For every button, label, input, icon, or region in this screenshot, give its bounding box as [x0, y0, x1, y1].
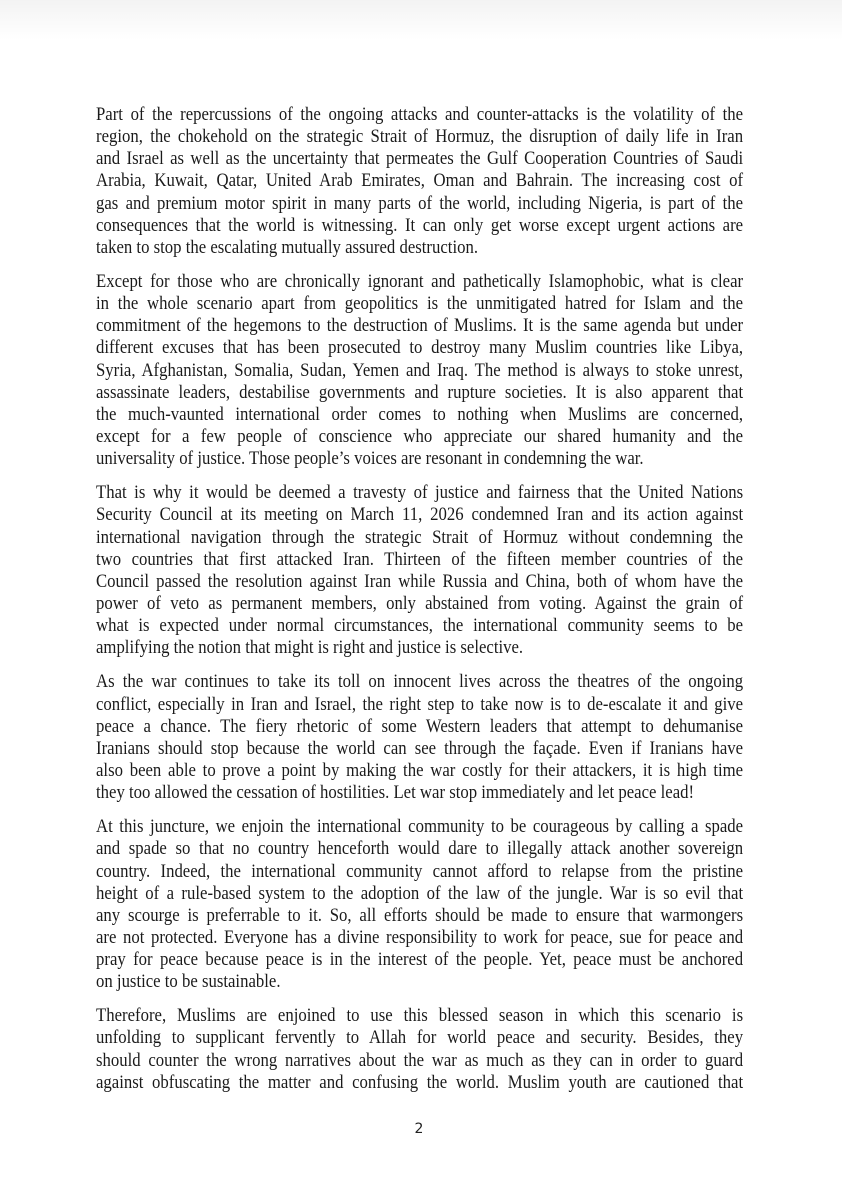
text-line: region, the chokehold on the strategic Strait of Hormuz, the disruption of daily life in Iran — [96, 126, 744, 148]
text-line: the much-vaunted international order comes to nothing when Muslims are concerned, — [96, 403, 744, 425]
text-line: Council passed the resolution against Iran while Russia and China, both of whom have the — [96, 570, 744, 592]
text-line: and Israel as well as the uncertainty that permeates the Gulf Cooperation Countries of Saudi — [96, 148, 744, 170]
text-line: they too allowed the cessation of hostilities. Let war stop immediately and let peace lead! — [96, 782, 695, 804]
text-line: At this juncture, we enjoin the international community to be courageous by calling a spade — [96, 816, 744, 838]
text-line: should counter the wrong narratives about the war as much as they can in order to guard — [96, 1049, 744, 1071]
text-line: gas and premium motor spirit in many parts of the world, including Nigeria, is part of the — [96, 192, 744, 214]
text-line: Arabia, Kuwait, Qatar, United Arab Emirates, Oman and Bahrain. The increasing cost of — [96, 170, 744, 192]
text-line: are not protected. Everyone has a divine responsibility to work for peace, sue for peace and — [96, 926, 744, 948]
text-line: also been able to prove a point by making the war costly for their attackers, it is high time — [96, 759, 744, 781]
paragraph — [96, 1005, 743, 1094]
paragraph — [96, 104, 743, 259]
paragraph — [96, 816, 743, 993]
text-line: Syria, Afghanistan, Somalia, Sudan, Yemen and Iraq. The method is always to stoke unrest, — [96, 359, 744, 381]
paragraph — [96, 482, 743, 659]
text-line: consequences that the world is witnessing. It can only get worse except urgent actions are — [96, 214, 744, 236]
text-line: in the whole scenario apart from geopolitics is the unmitigated hatred for Islam and the — [96, 293, 744, 315]
text-line: universality of justice. Those people’s voices are resonant in condemning the war. — [96, 448, 644, 470]
text-line: two countries that first attacked Iran. Thirteen of the fifteen member countries of the — [96, 548, 744, 570]
text-line: and spade so that no country henceforth would dare to illegally attack another sovereign — [96, 838, 744, 860]
text-line: Except for those who are chronically ignorant and pathetically Islamophobic, what is clear — [96, 270, 744, 292]
text-line: pray for peace because peace is in the interest of the people. Yet, peace must be anchored — [96, 949, 744, 971]
scan-top-shadow — [0, 0, 842, 40]
text-line: country. Indeed, the international community cannot afford to relapse from the pristine — [96, 860, 744, 882]
text-line: Part of the repercussions of the ongoing attacks and counter-attacks is the volatility of the — [96, 104, 744, 125]
text-line: Therefore, Muslims are enjoined to use this blessed season in which this scenario is — [96, 1005, 744, 1027]
text-line: what is expected under normal circumstances, the international community seems to be — [96, 615, 744, 637]
text-line: height of a rule-based system to the adoption of the law of the jungle. War is so evil that — [96, 882, 744, 904]
text-line: any scourge is preferrable to it. So, all efforts should be made to ensure that warmongers — [96, 904, 744, 926]
text-line: power of veto as permanent members, only abstained from voting. Against the grain of — [96, 592, 744, 614]
text-line: international navigation through the strategic Strait of Hormuz without condemning the — [96, 526, 744, 548]
text-line: on justice to be sustainable. — [96, 971, 281, 993]
paragraph — [96, 271, 743, 470]
text-line: against obfuscating the matter and confusing the world. Muslim youth are cautioned that — [96, 1071, 744, 1093]
text-line: assassinate leaders, destabilise governments and rupture societies. It is also apparent that — [96, 381, 744, 403]
page-number: 2 — [414, 1121, 424, 1137]
text-line: commitment of the hegemons to the destruction of Muslims. It is the same agenda but under — [96, 315, 744, 337]
text-line: Iranians should stop because the world can see through the façade. Even if Iranians have — [96, 737, 744, 759]
text-line: unfolding to supplicant fervently to Allah for world peace and security. Besides, they — [96, 1027, 744, 1049]
text-line: different excuses that has been prosecuted to destroy many Muslim countries like Libya, — [96, 337, 744, 359]
text-line: Security Council at its meeting on March 11, 2026 condemned Iran and its action against — [96, 504, 744, 526]
text-line: conflict, especially in Iran and Israel, the right step to take now is to de-escalate it and give — [96, 693, 744, 715]
text-line: except for a few people of conscience who appreciate our shared humanity and the — [96, 425, 744, 447]
paragraph — [96, 671, 743, 804]
text-line: As the war continues to take its toll on innocent lives across the theatres of the ongoing — [96, 671, 744, 693]
text-line: taken to stop the escalating mutually assured destruction. — [96, 236, 479, 258]
text-line: That is why it would be deemed a travesty of justice and fairness that the United Nations — [96, 482, 744, 504]
document-body — [96, 104, 743, 1106]
text-line: peace a chance. The fiery rhetoric of some Western leaders that attempt to dehumanise — [96, 715, 744, 737]
text-line: amplifying the notion that might is right and justice is selective. — [96, 637, 524, 659]
